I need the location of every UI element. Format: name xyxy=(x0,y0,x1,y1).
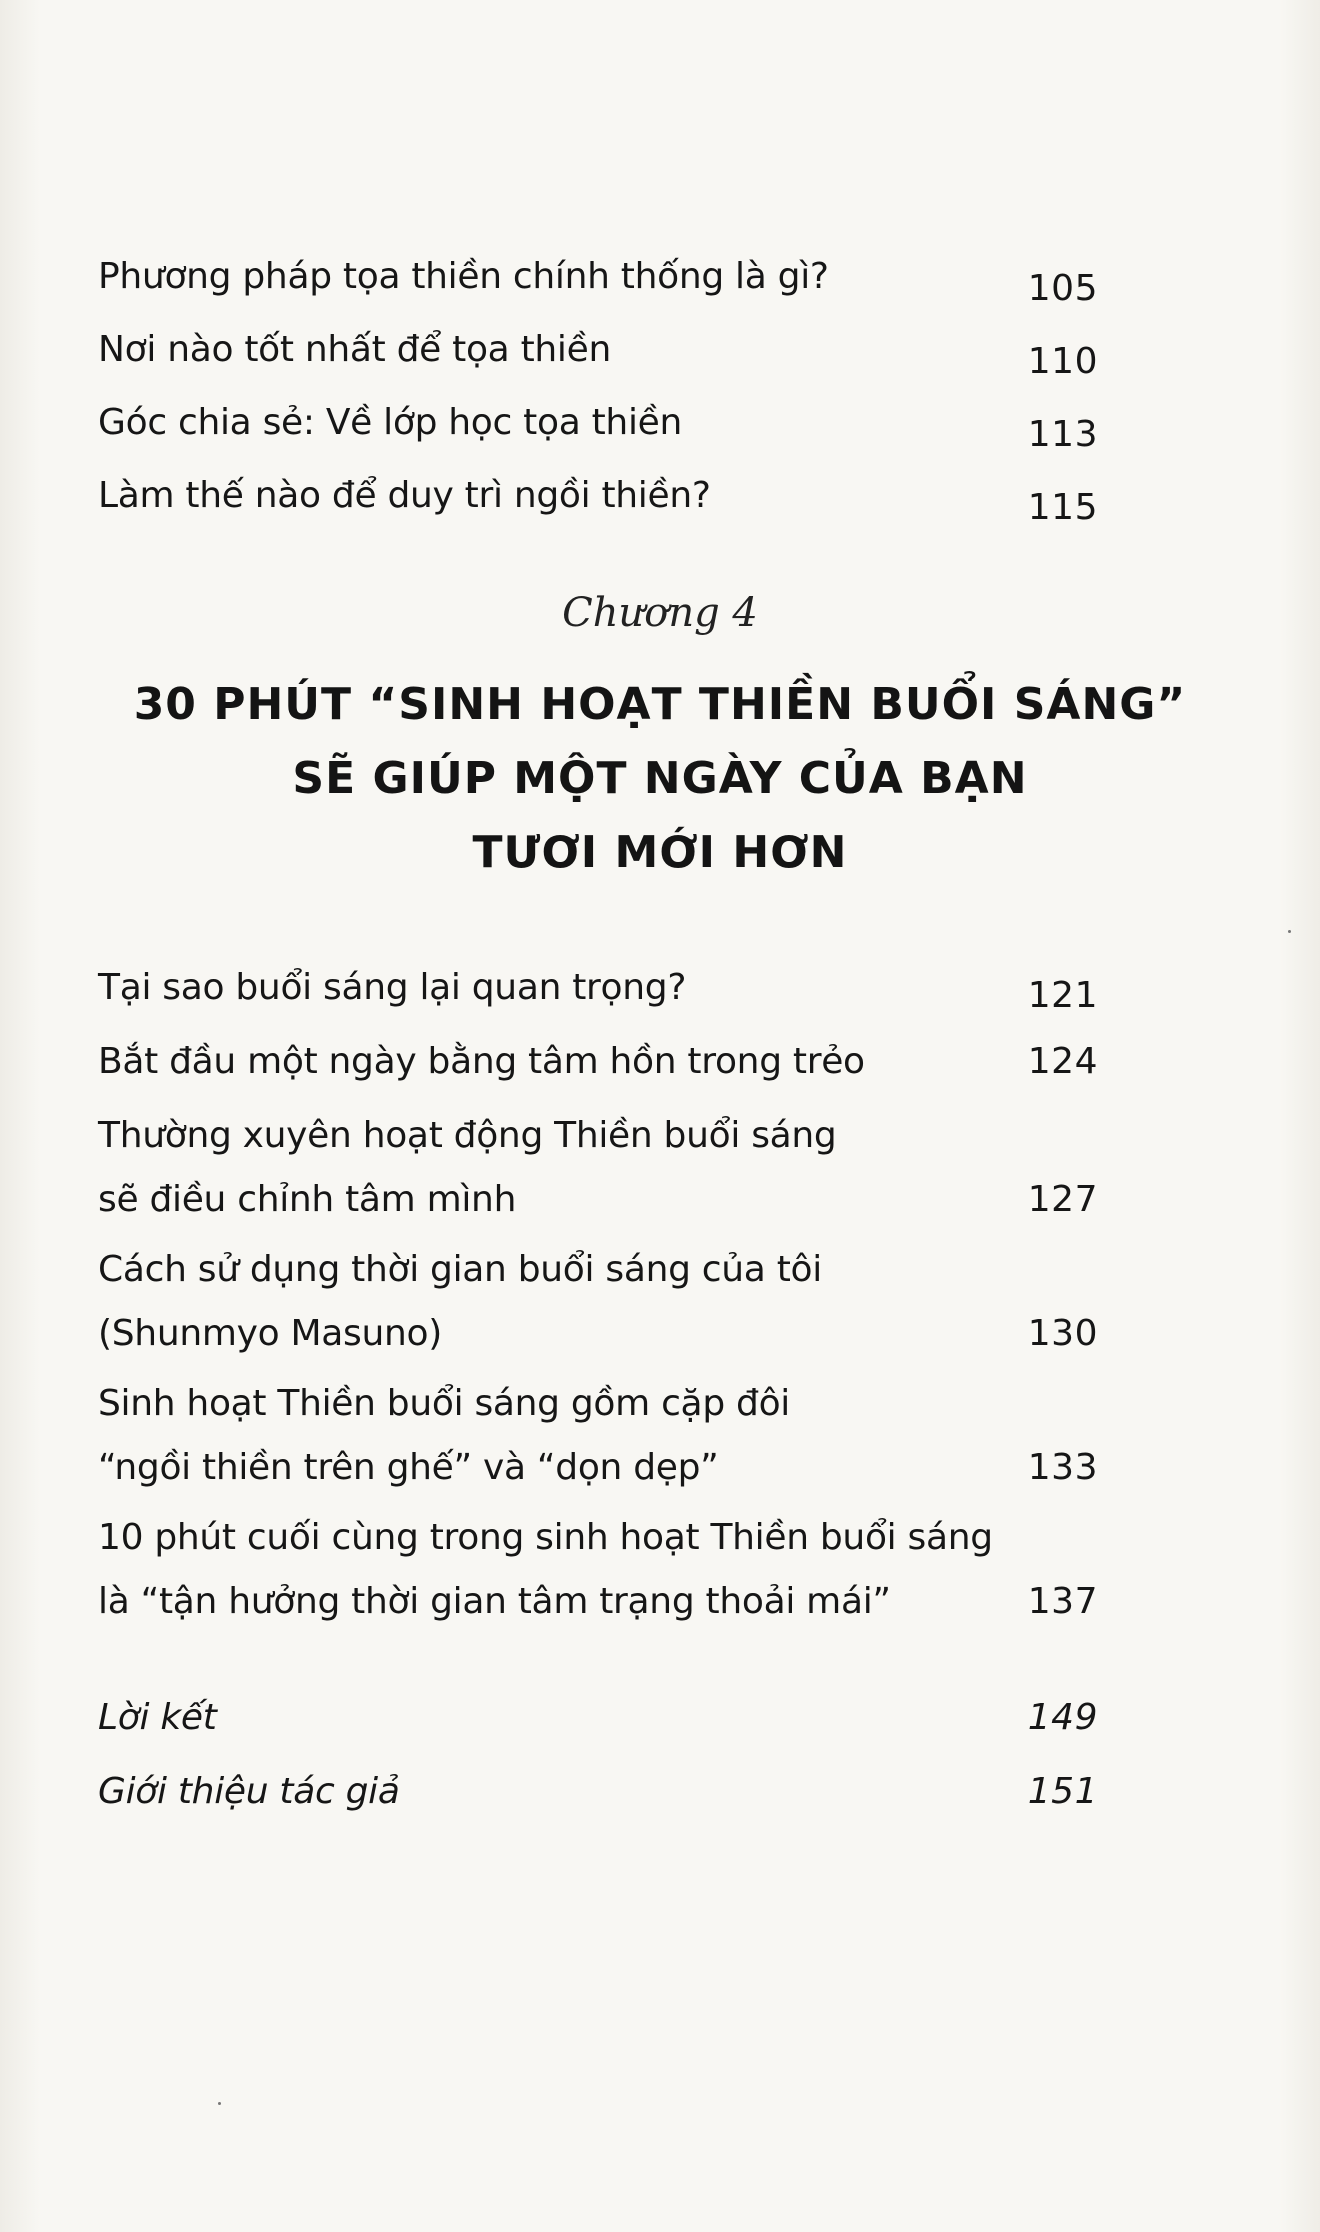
toc-entry-title: Lời kết xyxy=(98,1697,217,1738)
toc-entry xyxy=(98,1760,1098,1824)
toc-entry-page: 137 xyxy=(1027,1581,1098,1622)
toc-entry-title: Làm thế nào để duy trì ngồi thiền? xyxy=(98,475,711,516)
toc-entry xyxy=(98,1104,1098,1232)
toc-entry-title: Tại sao buổi sáng lại quan trọng? xyxy=(98,967,687,1008)
toc-entry-title: Cách sử dụng thời gian buổi sáng của tôi xyxy=(98,1249,822,1290)
toc-entry xyxy=(98,1238,1098,1366)
toc-entry-title: là “tận hưởng thời gian tâm trạng thoải mái” xyxy=(98,1581,891,1622)
toc-entry-title: Giới thiệu tác giả xyxy=(98,1771,400,1812)
toc-entry-page: 127 xyxy=(1027,1179,1098,1220)
toc-entry-title: sẽ điều chỉnh tâm mình xyxy=(98,1179,517,1220)
toc-entry-title: 10 phút cuối cùng trong sinh hoạt Thiền buổi sáng xyxy=(98,1517,993,1558)
toc-entry-page: 113 xyxy=(1027,414,1098,455)
toc-entry xyxy=(98,318,1098,382)
toc-entry-page: 151 xyxy=(1027,1771,1098,1812)
toc-entry-title: Góc chia sẻ: Về lớp học tọa thiền xyxy=(98,402,683,443)
toc-entry xyxy=(98,1686,1098,1750)
toc-entry xyxy=(98,1372,1098,1500)
scan-speck xyxy=(218,2102,221,2105)
toc-entry xyxy=(98,1506,1098,1634)
toc-entry-title: “ngồi thiền trên ghế” và “dọn dẹp” xyxy=(98,1447,719,1488)
toc-entry-page: 149 xyxy=(1027,1697,1098,1738)
chapter-title xyxy=(60,668,1260,890)
toc-entry-title: Thường xuyên hoạt động Thiền buổi sáng xyxy=(98,1115,837,1156)
toc-entry-title: Nơi nào tốt nhất để tọa thiền xyxy=(98,329,611,370)
toc-entry-page: 105 xyxy=(1027,268,1098,309)
toc-entry xyxy=(98,245,1098,309)
chapter-title-line: SẼ GIÚP MỘT NGÀY CỦA BẠN xyxy=(292,753,1028,804)
toc-entry-title: Bắt đầu một ngày bằng tâm hồn trong trẻo xyxy=(98,1041,865,1082)
toc-entry xyxy=(98,391,1098,455)
toc-entry-page: 121 xyxy=(1027,975,1098,1016)
toc-entry-page: 130 xyxy=(1027,1313,1098,1354)
toc-entry-page: 133 xyxy=(1027,1447,1098,1488)
toc-entry-title: Phương pháp tọa thiền chính thống là gì? xyxy=(98,256,829,297)
toc-entry-page: 110 xyxy=(1027,341,1098,382)
chapter-title-line: 30 PHÚT “SINH HOẠT THIỀN BUỔI SÁNG” xyxy=(133,679,1187,730)
scan-speck xyxy=(1288,930,1291,933)
toc-entry-title: Sinh hoạt Thiền buổi sáng gồm cặp đôi xyxy=(98,1383,790,1424)
toc-entry xyxy=(98,464,1098,528)
chapter-label: Chương 4 xyxy=(562,590,758,636)
chapter-title-line: TƯƠI MỚI HƠN xyxy=(472,827,848,878)
toc-entry-page: 115 xyxy=(1027,487,1098,528)
toc-entry-page: 124 xyxy=(1027,1041,1098,1082)
toc-entry xyxy=(98,1030,1098,1094)
toc-entry-title: (Shunmyo Masuno) xyxy=(98,1313,442,1354)
toc-entry xyxy=(98,956,1098,1020)
